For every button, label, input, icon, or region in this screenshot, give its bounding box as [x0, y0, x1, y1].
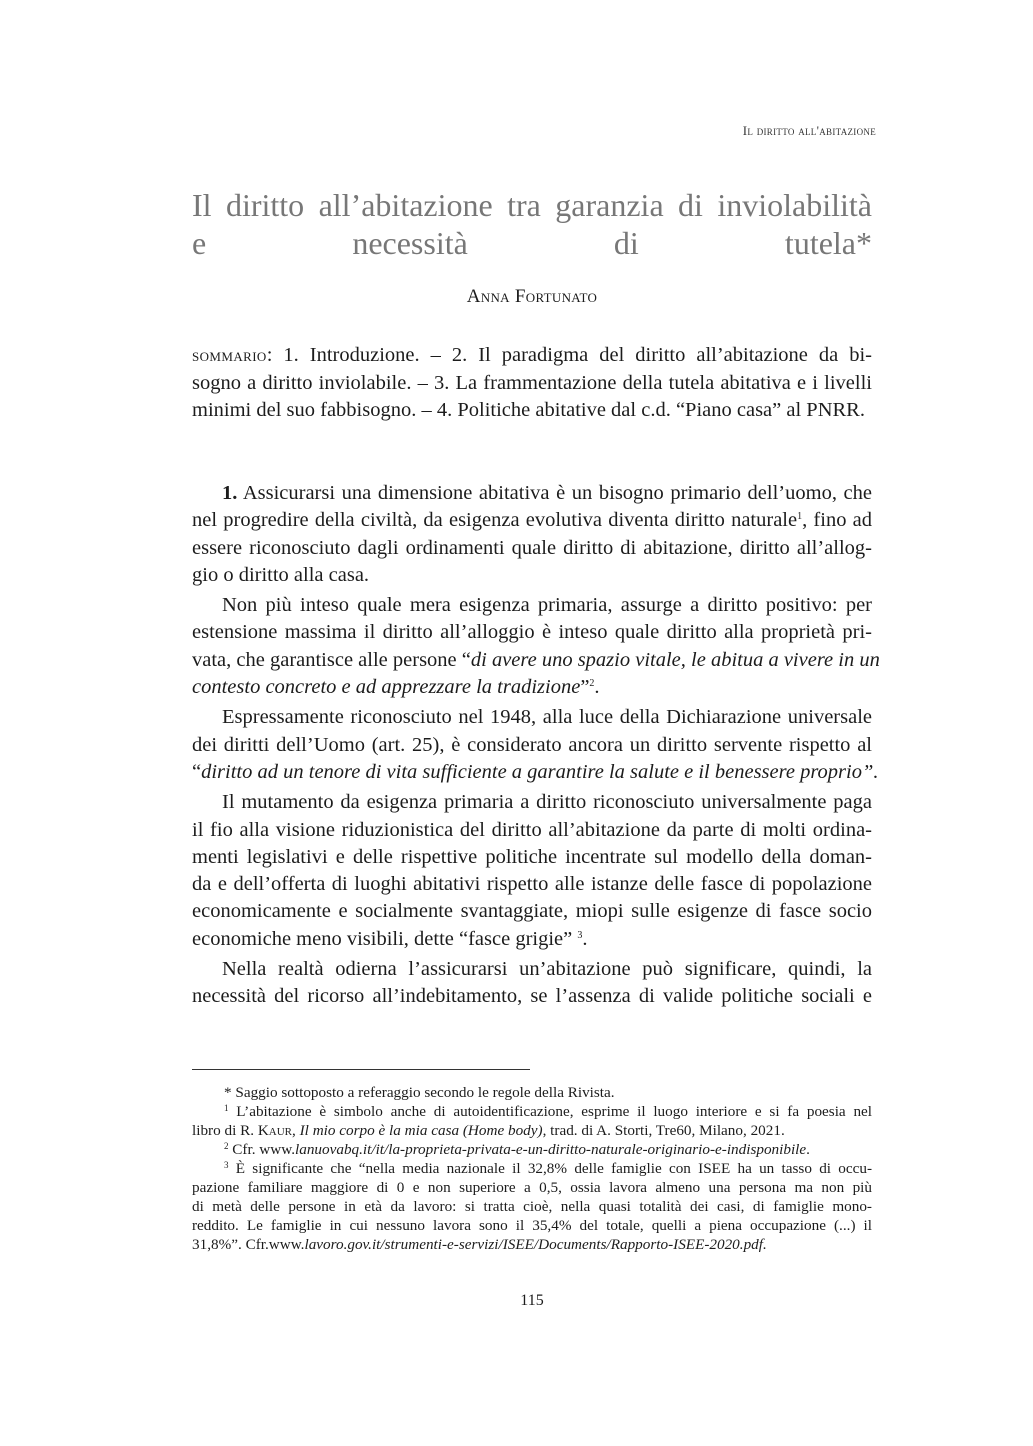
page-number: 115 [520, 1292, 544, 1309]
footnote-ref[interactable]: 3 [577, 929, 583, 941]
paragraph-5: Nella realtà odierna l’assicurarsi un’abitazione può significare, quindi, la necessità del ricorso all’indebitamento, se l’assenza di valide politiche sociali e [192, 958, 872, 1008]
article-title [192, 186, 872, 262]
footnote-ref[interactable]: 1 [797, 511, 803, 523]
body-text [192, 480, 880, 1014]
running-head: Il diritto all'abitazione [742, 123, 876, 138]
paragraph-2: Non più inteso quale mera esigenza primaria, assurge a diritto positivo: per estensione massima il diritto all’alloggio è inteso quale diritto alla proprietà pri- vata, che garantisce alle persone “di avere uno spazio vitale, le abitua a vivere in un contesto concreto e ad apprezzare la tradizione”$^2$. [192, 594, 880, 699]
footnote-mark: 1 [224, 1103, 229, 1113]
summary-line: minimi del suo fabbisogno. – 4. Politiche abitative dal c.d. “Piano casa” al PNRR. [192, 399, 865, 421]
author-name: Anna Fortunato [466, 286, 598, 307]
footnote-mark: 2 [224, 1141, 229, 1151]
section-number: 1. [222, 482, 238, 504]
summary [192, 342, 872, 425]
summary-line: sommario: 1. Introduzione. – 2. Il paradigma del diritto all’abitazione da bi- [192, 344, 872, 366]
paragraph-3: Espressamente riconosciuto nel 1948, alla luce della Dichiarazione universale dei diritti dell’Uomo (art. 25), è considerato ancora un diritto servente rispetto al “diritto ad un tenore di vita sufficiente a garantire la salute e il benessere proprio”. [192, 706, 879, 783]
title-line-2: e necessità di tutela* [192, 225, 872, 261]
footnote-ref[interactable]: 2 [589, 678, 595, 690]
paragraph-1: 1. Assicurarsi una dimensione abitativa è un bisogno primario dell’uomo, che nel progredire della civiltà, da esigenza evolutiva diventa diritto naturale$^1$, fino ad essere riconosciuto dagli ordinamenti quale diritto di abitazione, diritto all’allog- gio o diritto alla casa. [192, 482, 872, 586]
footnote-2: $^2$ Cfr. www.lanuovabq.it/it/la-proprieta-privata-e-un-diritto-naturale-originario-e-indisponibile. [224, 1141, 810, 1158]
footnote-link[interactable]: lavoro.gov.it/strumenti-e-servizi/ISEE/Documents/Rapporto-ISEE-2020.pdf. [304, 1236, 767, 1253]
footnote-3: $^3$ È significante che “nella media nazionale il 32,8% delle famiglie con ISEE ha un tasso di occu- [224, 1160, 872, 1177]
summary-label: sommario [192, 345, 267, 366]
footnote-mark: 3 [224, 1160, 229, 1170]
footnote-star: * Saggio sottoposto a referaggio secondo le regole della Rivista. [224, 1084, 615, 1101]
summary-line: sogno a diritto inviolabile. – 3. La frammentazione della tutela abitativa e i livelli [192, 371, 872, 394]
footnotes: * Saggio sottoposto a referaggio secondo le regole della Rivista. $^1$ L’abitazione è simbolo anche di autoidentificazione, esprime il luogo interiore e si fa poesia nel libro di R. Kaur, Il mio corpo è la mia casa (Home body), trad. di A. Storti, Tre60, Milano, 2021. $^2$ Cfr. www.lanuovabq.it/it/la-proprieta-privata-e-un-diritto-naturale-originario-e-indisponibile. $^3$ È significante che “nella media nazionale il 32,8% delle famiglie con ISEE ha un tasso di occu- pazione familiare maggiore di 0 e non superiore a 0,5, ossia lavora almeno una persona ma non più di metà delle persone in età da lavoro: si tratta cioè, nella quasi totalità dei casi, di famiglie mono- reddito. Le famiglie in cui nessuno lavora sono il 35,4% del totale, quelli a piena occupazione (...) il 31,8%”. Cfr.www.lavoro.gov.it/strumenti-e-servizi/ISEE/Documents/Rapporto-ISEE-2020.pdf. [192, 1084, 872, 1253]
footnote-link[interactable]: lanuovabq.it/it/la-proprieta-privata-e-un-diritto-naturale-originario-e-indisponibile [295, 1141, 807, 1158]
paragraph-4: Il mutamento da esigenza primaria a diritto riconosciuto universalmente paga il fio alla visione riduzionistica del diritto all’abitazione da parte di molti ordina- menti legislativi e delle rispettive politiche incentrate sul modello della doman- da e dell’offerta di luoghi abitativi rispetto alle istanze delle fasce di popolazione economicamente e socialmente svantaggiate, miopi sulle esigenze di fasce socio economiche meno visibili, dette “fasce grigie” $^3$. [192, 791, 872, 950]
title-line-1: Il diritto all’abitazione tra garanzia di inviolabilità [192, 187, 872, 223]
footnote-divider [192, 1069, 530, 1070]
footnote-1: $^1$ L’abitazione è simbolo anche di autoidentificazione, esprime il luogo interiore e si fa poesia nel [224, 1103, 872, 1120]
